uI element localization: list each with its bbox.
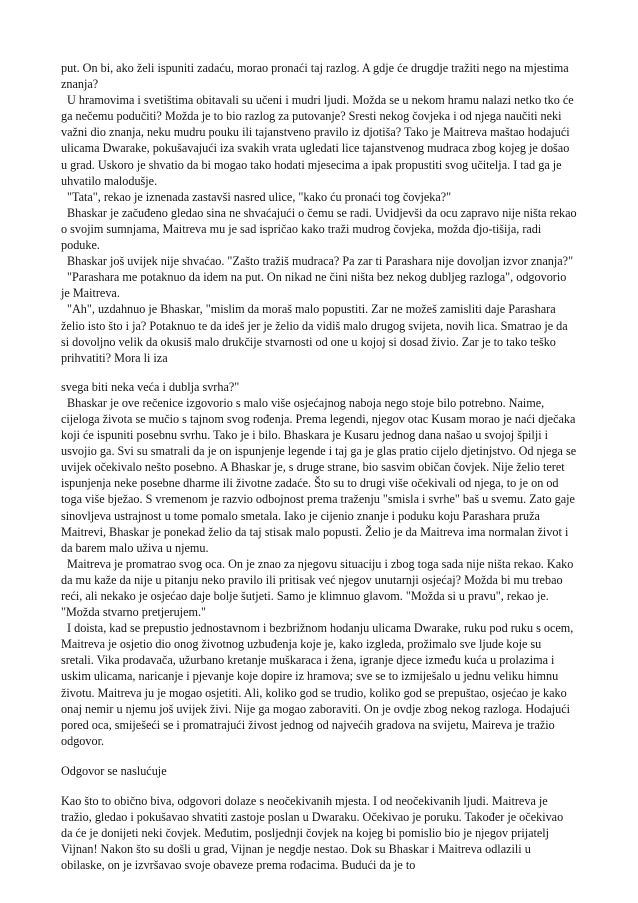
paragraph-gap	[61, 366, 577, 379]
document-body	[61, 60, 577, 874]
paragraph-6: "Parashara me potaknuo da idem na put. On nikad ne čini ništa bez nekog dubljeg razloga", odgovorio je Maitreva.	[61, 270, 567, 301]
paragraph-4: Bhaskar je začuđeno gledao sina ne shvaćajući o čemu se radi. Uvidjevši da ocu zapravo nije ništa rekao o svojim sumnjama, Maitreva mu je sad ispričao kako traži mudrog čovjeka, možda đjo-tišija, radi poduke.	[61, 205, 577, 253]
paragraph-12: Kao što to obično biva, odgovori dolaze s neočekivanih mjesta. I od neočekivanih ljudi. Maitreva je tražio, gledao i pokušavao shvatiti zastoje poslan u Dwaraku. Očekivao je poruku. Također je očekivao da će je donijeti neki čovjek. Međutim, posljednji čovjek na kojeg bi pomislio bio je njegov prijatelj Vijnan! Nakon što su došli u grad, Vijnan je negdje nestao. Dok su Bhaskar i Maitreva odlazili u obilaske, on je izvršavao svoje obaveze prema rođacima. Budući da je to	[61, 794, 564, 873]
section-heading: Odgovor se naslućuje	[61, 763, 167, 778]
section-gap-after	[61, 779, 577, 793]
paragraph-2: U hramovima i svetištima obitavali su učeni i mudri ljudi. Možda se u nekom hramu nalazi netko tko će ga nečemu podučiti? Možda je to bio razlog za putovanje? Sresti nekog čovjeka i od njega naučiti neki važni dio znanja, neku mudru pouku ili tajanstveno pravilo iz djotiša? Tako je Maitreva maštao hodajući ulicama Dwarake, pokušavajući iza svakih vrata ugledati lice tajanstvenog mudraca zbog kojeg je došao u grad. Uskoro je shvatio da bi mogao tako hodati mjesecima a ipak propustiti svog učitelja. I tad ga je uhvatilo malodušje.	[61, 93, 574, 188]
paragraph-5: Bhaskar još uvijek nije shvaćao. "Zašto tražiš mudraca? Pa zar ti Parashara nije dovoljan izvor znanja?"	[67, 254, 574, 269]
paragraph-7: "Ah", uzdahnuo je Bhaskar, "mislim da moraš malo popustiti. Zar ne možeš zamisliti daje Parashara želio isto što i ja? Potaknuo te da ideš jer je želio da vidiš malo drugog svijeta, novih lica. Smatrao je da si dovoljno velik da okusiš malo drukčije stvarnosti od one u kojoj si dosad živio. Zar je to tako teško prihvatiti? Mora li iza	[61, 302, 568, 365]
paragraph-1: put. On bi, ako želi ispuniti zadaću, morao pronaći taj razlog. A gdje će drugdje tražiti nego na mjestima znanja?	[61, 61, 569, 92]
paragraph-11: I doista, kad se prepustio jednostavnom i bezbrižnom hodanju ulicama Dwarake, ruku pod ruku s ocem, Maitreva je osjetio dio onog životnog uzbuđenja koje je, kako izgleda, prožimalo sve ljude koje su sretali. Vika prodavača, užurbano kretanje muškaraca i žena, igranje djece između kuća u prolazima i uskim ulicama, naricanje i pjevanje koje dopire iz hramova; sve se to izmiješalo u jednu veliku himnu životu. Maitreva ju je mogao osjetiti. Ali, koliko god se trudio, koliko god se prepuštao, osjećao je kako onaj nemir u njemu još uvijek živi. Nije ga mogao zaboraviti. On je ovdje zbog nekog razloga. Hodajući pored oca, smiješeći se i promatrajući živost jednog od najvećih gradova na svijetu, Maireva je tražio odgovor.	[61, 621, 574, 748]
paragraph-9: Bhaskar je ove rečenice izgovorio s malo više osjećajnog naboja nego stoje bilo potrebno. Naime, cijeloga života se mučio s tajnom svog rođenja. Prema legendi, njegov otac Kusam morao je naći dječaka koji će ispuniti posebnu svrhu. Tako je i bilo. Bhaskara je Kusaru jednog dana našao u svojoj špilji i usvojio ga. Svi su smatrali da je on ispunjenje legende i taj ga je glas pratio cijelo djetinjstvo. Od njega se uvijek očekivalo nešto posebno. A Bhaskar je, s druge strane, bio sasvim običan čovjek. Nije želio teret ispunjenja neke posebne dharme ili životne zadaće. Što su to drugi više očekivali od njega, to je on od toga više bježao. S vremenom je razvio odbojnost prema traženju "smisla i svrhe" baš u svemu. Zato gaje sinovljeva ustrajnost u tome pomalo smetala. Iako je cijenio znanje i poduku koju Parashara pruža Maitrevi, Bhaskar je ponekad želio da taj stisak malo popusti. Želio je da Maitreva ima normalan život i da barem malo uživa u njemu.	[61, 395, 577, 555]
paragraph-8: svega biti neka veća i dublja svrha?"	[61, 379, 240, 394]
paragraph-3: "Tata", rekao je iznenada zastavši nasred ulice, "kako ću pronaći tog čovjeka?"	[67, 189, 452, 204]
section-gap-before	[61, 749, 577, 763]
paragraph-10: Maitreva je promatrao svog oca. On je znao za njegovu situaciju i zbog toga sada nije ništa rekao. Kako da mu kaže da nije u pitanju neko pravilo ili pritisak već njegov unutarnji osjećaj? Možda bi mu trebao reći, ali nekako je osjećao daje bolje šutjeti. Samo je klimnuo glavom. "Možda si u pravu", rekao je. "Možda stvarno pretjerujem."	[61, 556, 574, 620]
